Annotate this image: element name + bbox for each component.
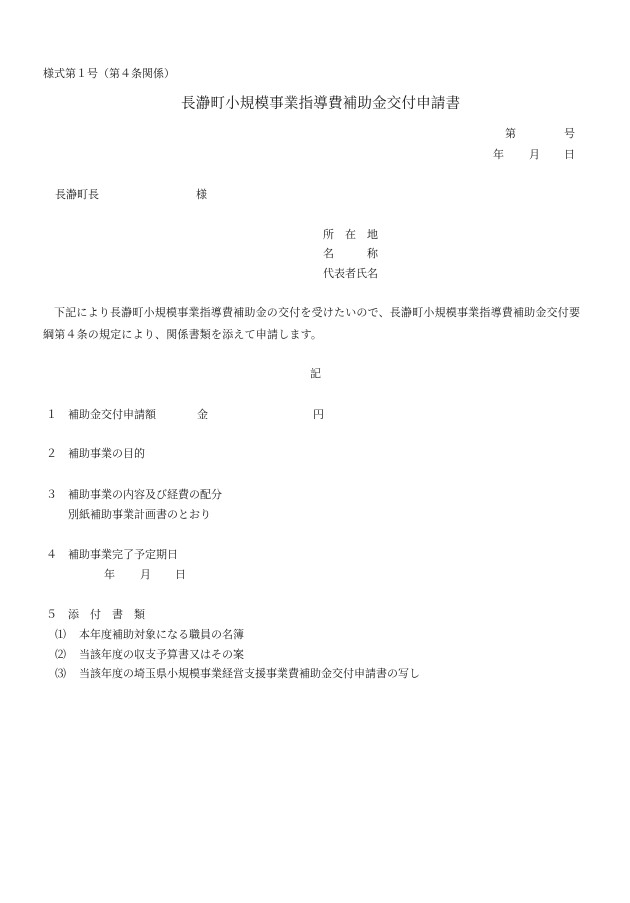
document-title: 長瀞町小規模事業指導費補助金交付申請書 [181, 96, 461, 112]
ki-heading: 記 [310, 367, 321, 380]
attachment-text: 当該年度の埼玉県小規模事業経営支援事業費補助金交付申請書の写し [79, 667, 420, 680]
item-1-yen: 円 [313, 408, 324, 421]
date-day: 日 [564, 148, 575, 161]
date-year: 年 [493, 148, 504, 161]
item-2-number: ２ [46, 447, 57, 460]
applicant-address-label: 所 在 地 [323, 228, 378, 241]
item-4-label: 補助事業完了予定期日 [68, 548, 178, 561]
attachment-number: ⑴ [55, 628, 66, 641]
item-1-label: 補助金交付申請額 [68, 408, 156, 421]
attachment-text: 当該年度の収支予算書又はその案 [79, 648, 244, 661]
applicant-name-label: 名 称 [323, 247, 378, 260]
item-4-number: ４ [46, 548, 57, 561]
attachment-text: 本年度補助対象になる職員の名簿 [79, 628, 244, 641]
item-2-label: 補助事業の目的 [68, 447, 145, 460]
item-3-detail: 別紙補助事業計画書のとおり [68, 508, 211, 521]
item-5-number: ５ [46, 608, 57, 621]
item-4-month: 月 [140, 568, 151, 581]
applicant-representative-label: 代表者氏名 [323, 267, 378, 280]
item-1-kin: 金 [197, 408, 208, 421]
addressee-name: 長瀞町長 [55, 188, 99, 201]
number-go: 号 [564, 127, 575, 140]
item-3-label: 補助事業の内容及び経費の配分 [68, 488, 222, 501]
item-4-year: 年 [104, 568, 115, 581]
item-5-label: 添 付 書 類 [68, 608, 145, 621]
attachment-number: ⑵ [55, 648, 66, 661]
item-4-day: 日 [175, 568, 186, 581]
date-month: 月 [529, 148, 540, 161]
item-1-number: １ [46, 408, 57, 421]
item-3-number: ３ [46, 488, 57, 501]
number-dai: 第 [505, 127, 516, 140]
addressee-honorific: 様 [196, 188, 207, 201]
attachment-number: ⑶ [55, 667, 66, 680]
form-label: 様式第１号（第４条関係） [43, 67, 175, 80]
body-paragraph: 下記により長瀞町小規模事業指導費補助金の交付を受けたいので、長瀞町小規模事業指導費補助金交付要綱第４条の規定により、関係書類を添えて申請します。 [43, 306, 581, 341]
